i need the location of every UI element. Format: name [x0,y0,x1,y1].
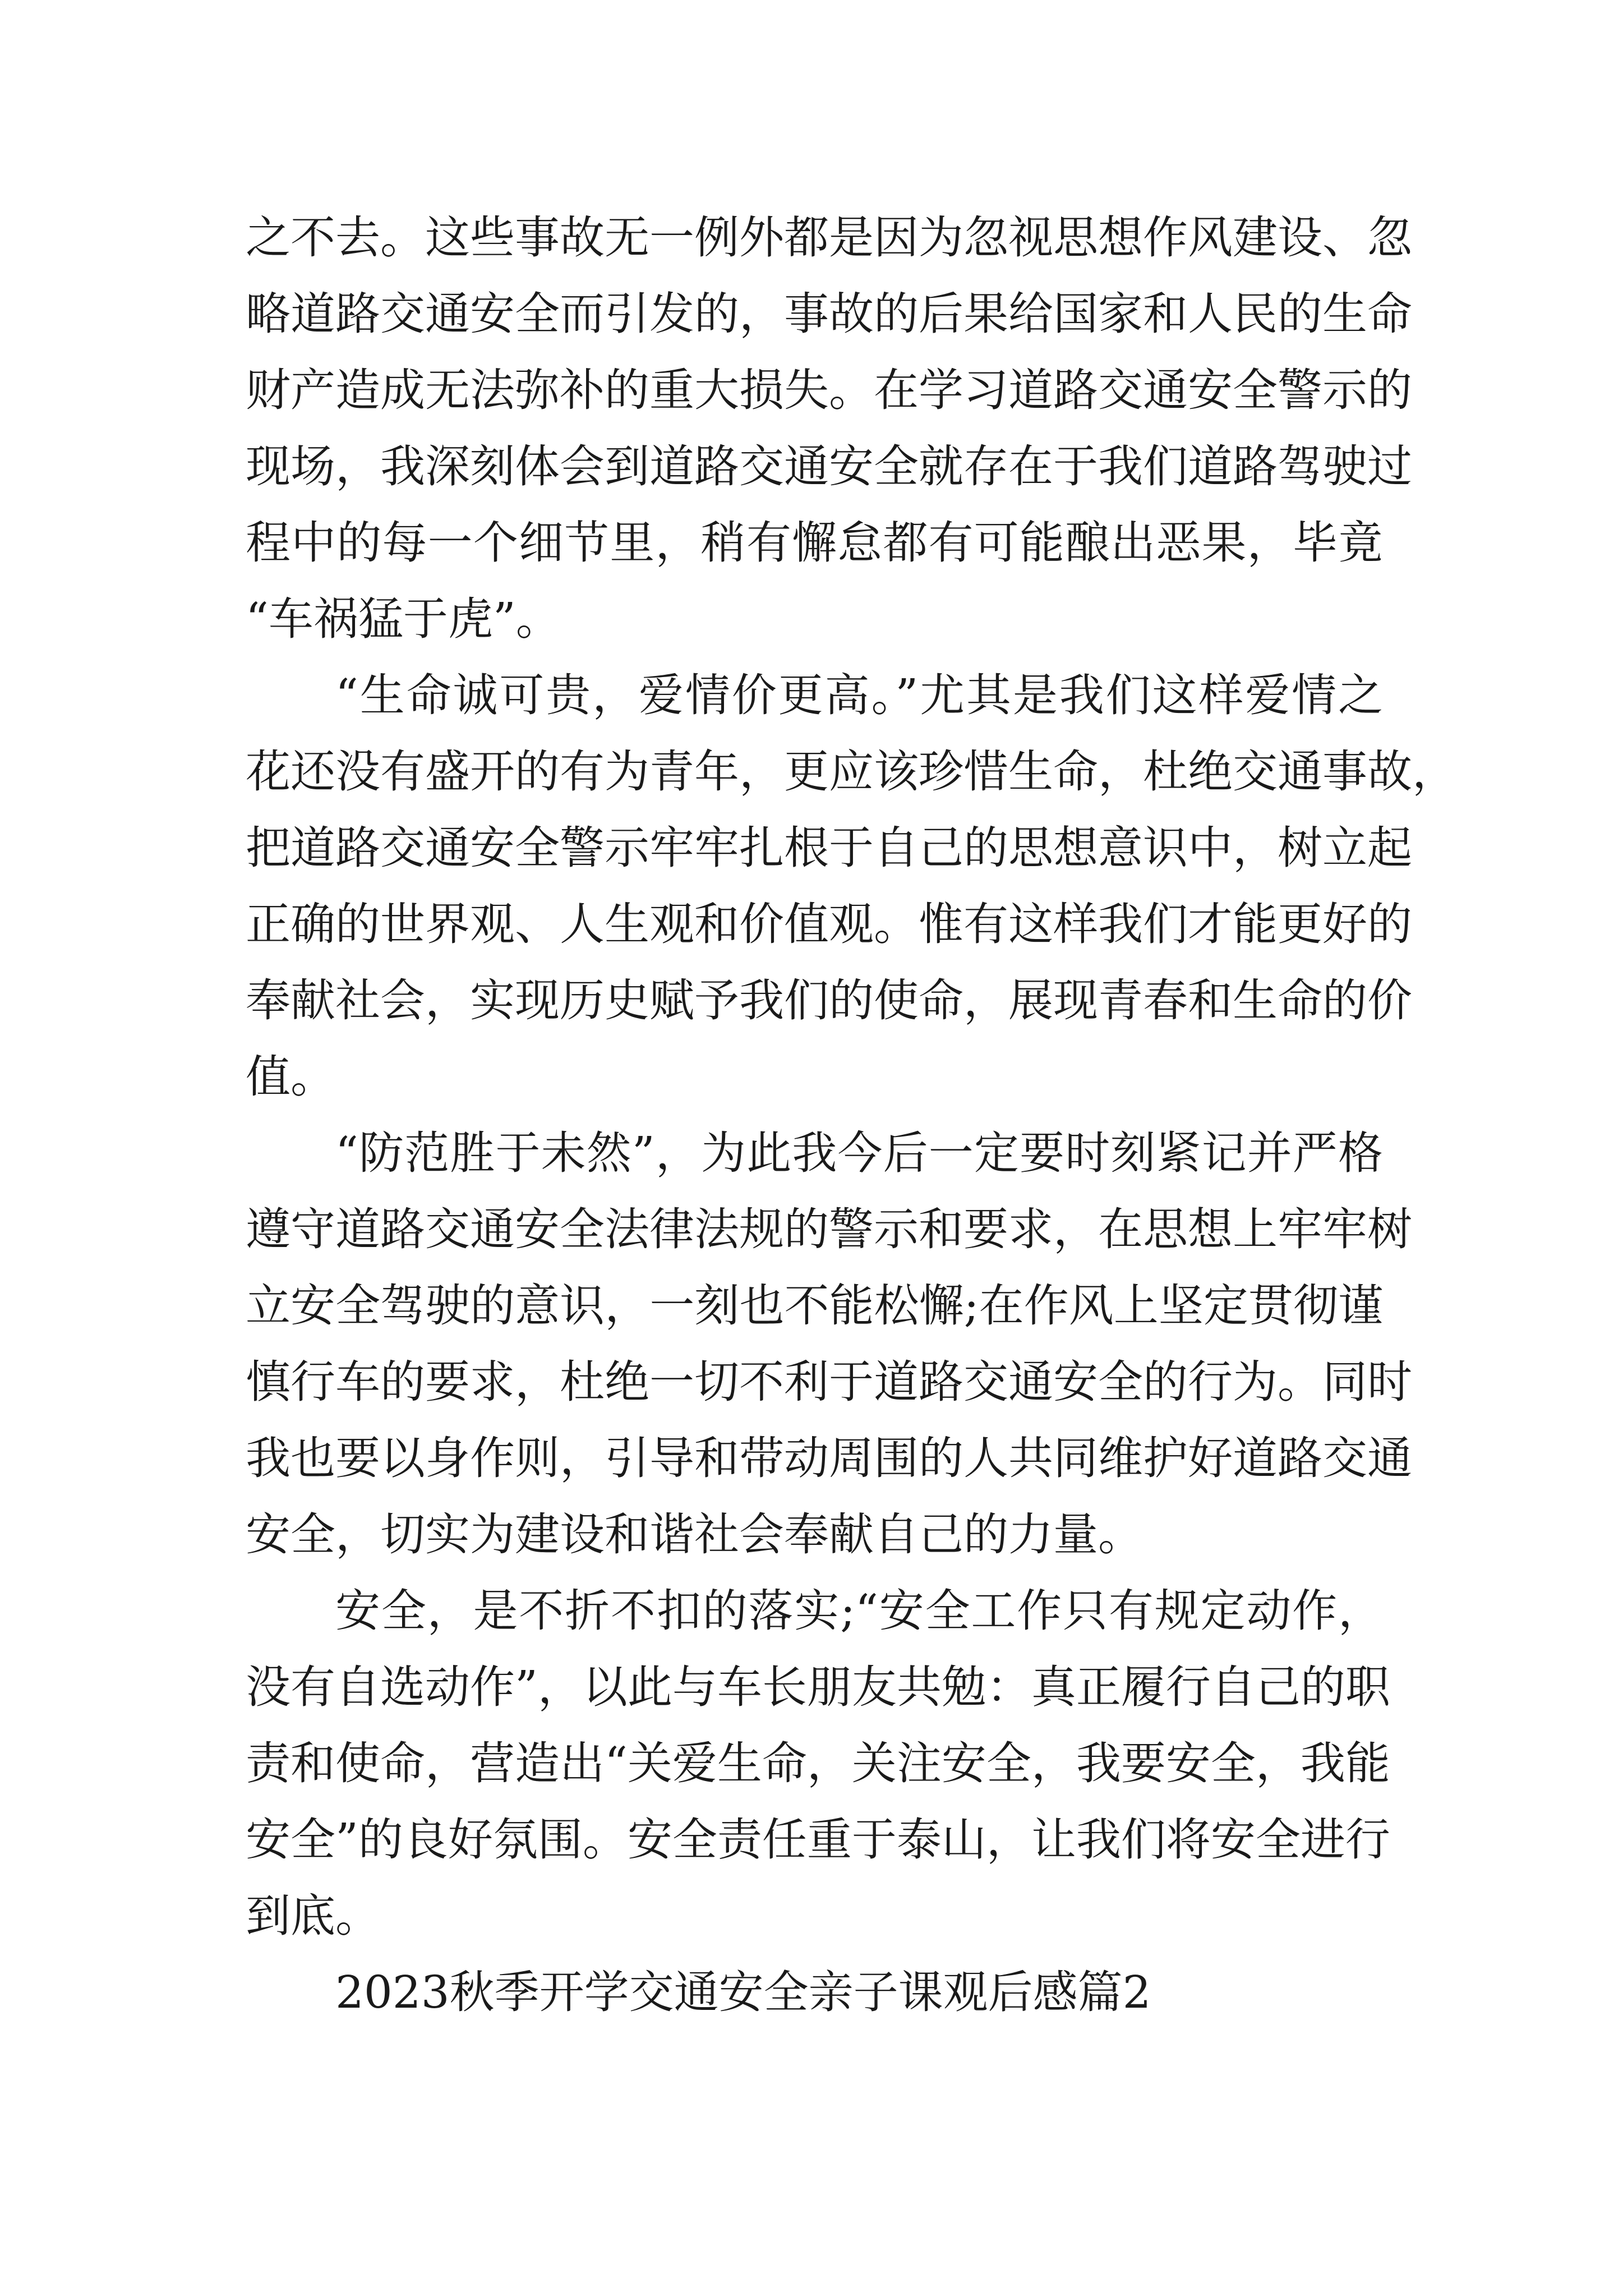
text-line: 遵守道路交通安全法律法规的警示和要求，在思想上牢牢树 [246,1203,1412,1255]
text-line: 略道路交通安全而引发的，事故的后果给国家和人民的生命 [246,288,1412,340]
text-line: 奉献社会，实现历史赋予我们的使命，展现青春和生命的价 [246,974,1412,1027]
document-body [246,200,1457,2031]
paragraph-4 [246,1573,1390,1954]
text-line: 安全，是不折不扣的落实;“安全工作只有规定动作， [335,1585,1383,1637]
text-line: 花还没有盛开的有为青年，更应该珍惜生命，杜绝交通事故， [246,746,1457,798]
text-line: 到底。 [246,1890,380,1942]
text-line: 之不去。这些事故无一例外都是因为忽视思想作风建设、忽 [246,211,1412,264]
text-line: 慎行车的要求，杜绝一切不利于道路交通安全的行为。同时 [246,1356,1412,1408]
text-line: 程中的每一个细节里，稍有懈怠都有可能酿出恶果，毕竟 [246,517,1383,569]
text-line: “生命诚可贵，爱情价更高。”尤其是我们这样爱情之 [335,669,1383,721]
text-line: “车祸猛于虎”。 [246,593,561,645]
text-line: “防范胜于未然”，为此我今后一定要时刻紧记并严格 [335,1127,1383,1179]
text-line: 安全”的良好氛围。安全责任重于泰山，让我们将安全进行 [246,1814,1390,1866]
text-line: 财产造成无法弥补的重大损失。在学习道路交通安全警示的 [246,364,1412,416]
text-line: 正确的世界观、人生观和价值观。惟有这样我们才能更好的 [246,898,1412,950]
next-article-heading: 2023秋季开学交通安全亲子课观后感篇2 [335,1966,1151,2018]
text-line: 责和使命，营造出“关爱生命，关注安全，我要安全，我能 [246,1737,1390,1789]
text-line: 立安全驾驶的意识，一刻也不能松懈;在作风上坚定贯彻谨 [246,1280,1383,1332]
paragraph-2 [246,657,1457,1115]
text-line: 现场，我深刻体会到道路交通安全就存在于我们道路驾驶过 [246,440,1412,493]
text-line: 我也要以身作则，引导和带动周围的人共同维护好道路交通 [246,1432,1412,1484]
text-line: 值。 [246,1051,335,1103]
text-line: 没有自选动作”，以此与车长朋友共勉：真正履行自己的职 [246,1661,1390,1713]
paragraph-3 [246,1115,1412,1573]
text-line: 安全，切实为建设和谐社会奉献自己的力量。 [246,1508,1143,1561]
paragraph-1 [246,200,1412,657]
text-line: 把道路交通安全警示牢牢扎根于自己的思想意识中，树立起 [246,822,1412,874]
